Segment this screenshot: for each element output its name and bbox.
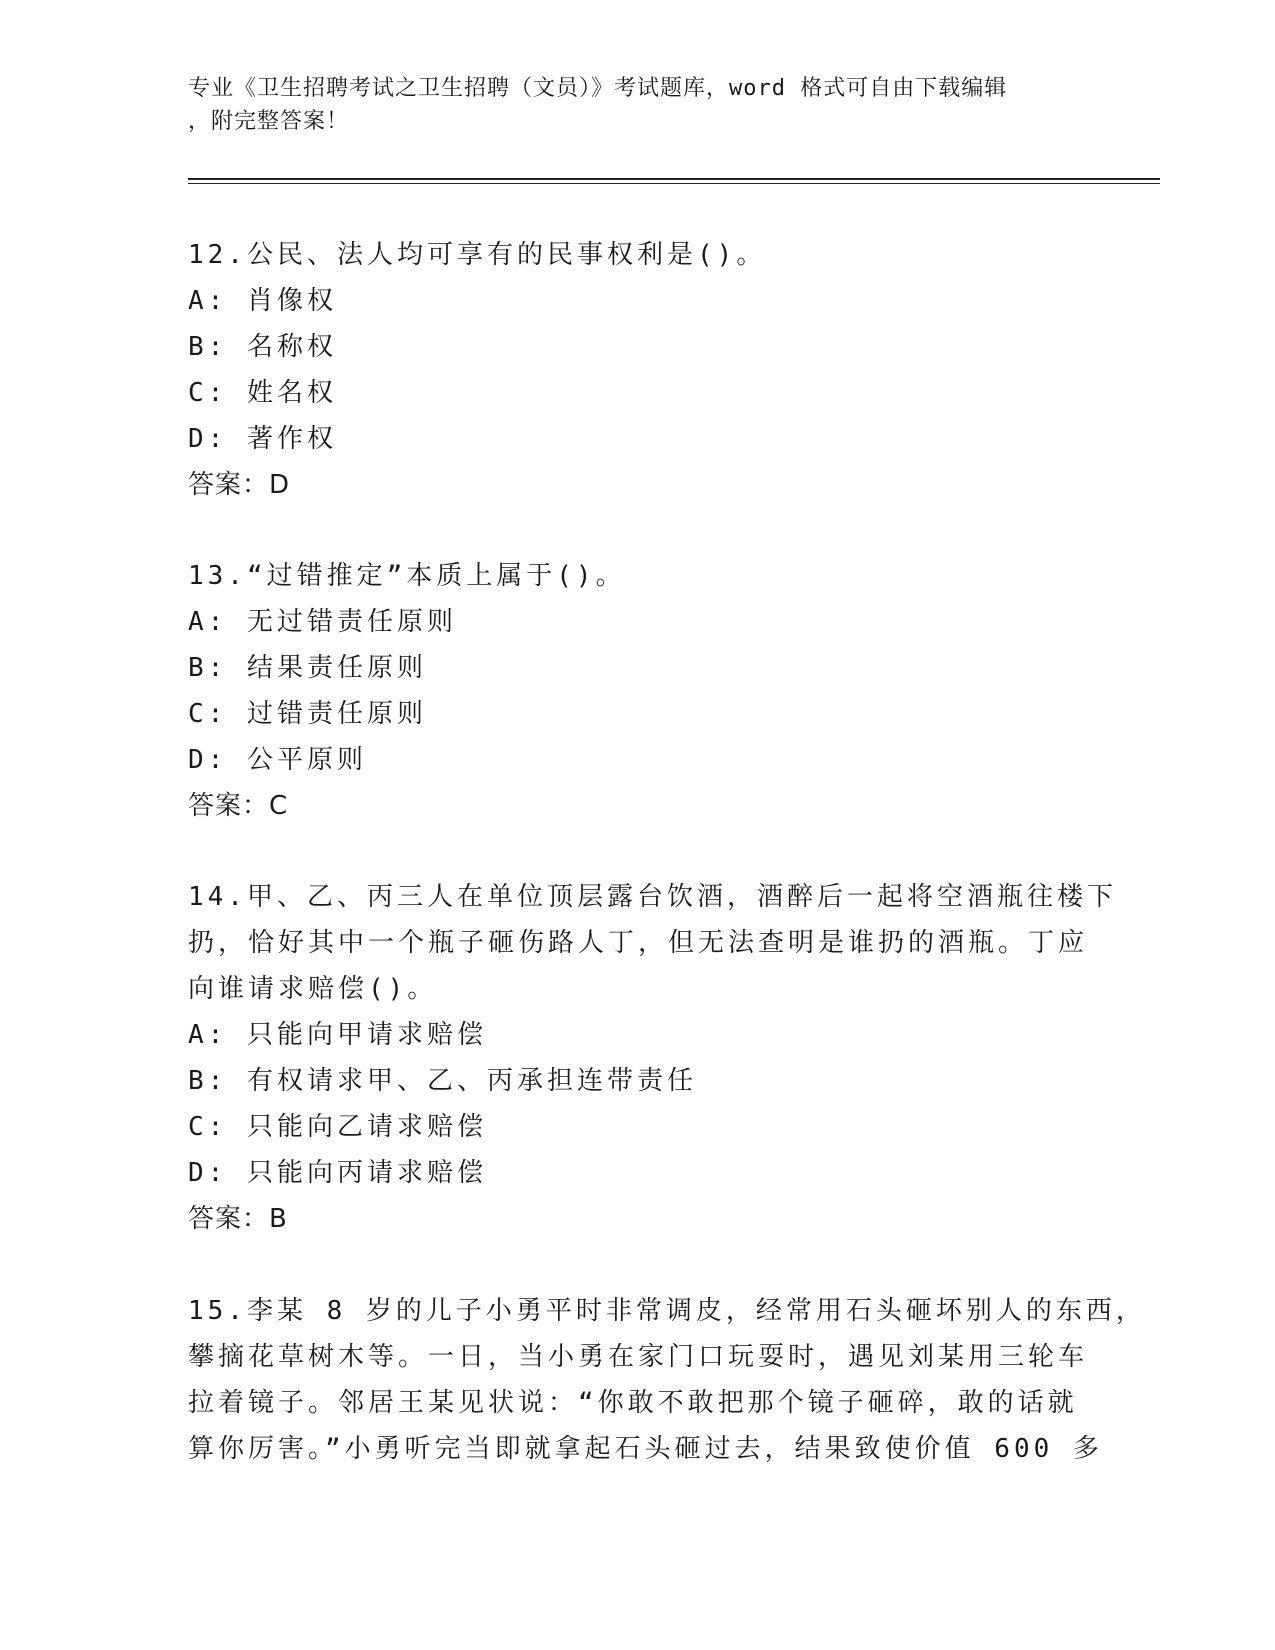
option-b: B: 结果责任原则 — [188, 653, 427, 683]
answer: 答案：B — [188, 1204, 288, 1234]
question-stem-line-2: 扔，恰好其中一个瓶子砸伤路人丁，但无法查明是谁扔的酒瓶。丁应 — [188, 928, 1089, 958]
answer: 答案：D — [188, 470, 291, 500]
option-a: A: 肖像权 — [188, 286, 337, 316]
question-stem-line-2: 攀摘花草树木等。一日，当小勇在家门口玩耍时，遇见刘某用三轮车 — [188, 1342, 1089, 1372]
question-stem: 13.“过错推定”本质上属于()。 — [188, 561, 626, 591]
option-c: C: 过错责任原则 — [188, 699, 427, 729]
header-divider-thin — [188, 183, 1160, 184]
option-d: D: 只能向丙请求赔偿 — [188, 1158, 487, 1188]
header-line-1: 专业《卫生招聘考试之卫生招聘（文员）》考试题库，word 格式可自由下载编辑 — [188, 76, 1008, 101]
option-b: B: 有权请求甲、乙、丙承担连带责任 — [188, 1066, 697, 1096]
option-a: A: 无过错责任原则 — [188, 607, 457, 637]
question-stem-line-4: 算你厉害。”小勇听完当即就拿起石头砸过去，结果致使价值 600 多 — [188, 1434, 1103, 1464]
option-b: B: 名称权 — [188, 332, 337, 362]
question-stem-line-1: 15.李某 8 岁的儿子小勇平时非常调皮，经常用石头砸坏别人的东西， — [188, 1296, 1146, 1326]
question-stem-line-3: 拉着镜子。邻居王某见状说：“你敢不敢把那个镜子砸碎，敢的话就 — [188, 1388, 1078, 1418]
question-14 — [188, 874, 1117, 1242]
question-stem-line-3: 向谁请求赔偿()。 — [188, 974, 438, 1004]
question-15 — [188, 1288, 1146, 1472]
option-c: C: 只能向乙请求赔偿 — [188, 1112, 487, 1142]
option-c: C: 姓名权 — [188, 378, 337, 408]
question-stem: 12.公民、法人均可享有的民事权利是()。 — [188, 240, 767, 270]
option-a: A: 只能向甲请求赔偿 — [188, 1020, 487, 1050]
header-divider-thick — [188, 178, 1160, 180]
question-12 — [188, 232, 1088, 508]
option-d: D: 公平原则 — [188, 745, 367, 775]
question-13 — [188, 553, 1088, 829]
document-header — [188, 72, 1088, 138]
option-d: D: 著作权 — [188, 424, 337, 454]
answer: 答案：C — [188, 791, 289, 821]
question-stem-line-1: 14.甲、乙、丙三人在单位顶层露台饮酒，酒醉后一起将空酒瓶往楼下 — [188, 882, 1117, 912]
header-line-2: ，附完整答案！ — [188, 109, 350, 134]
